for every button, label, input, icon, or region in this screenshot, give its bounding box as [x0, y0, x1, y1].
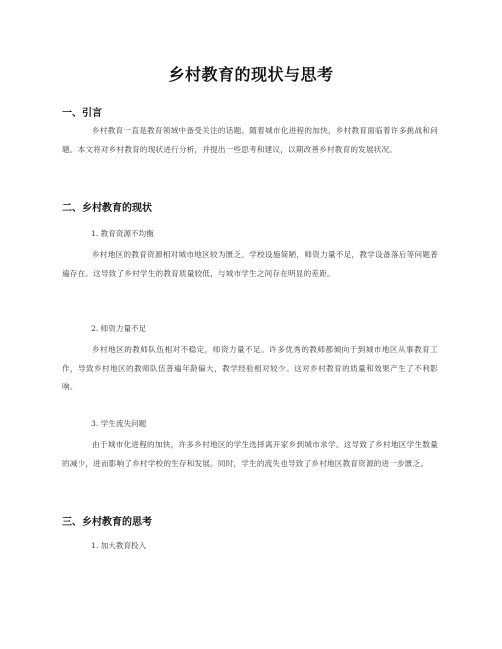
teachers-paragraph: 乡村地区的教师队伍相对不稳定，师资力量不足。许多优秀的教师都倾向于到城市地区从事教育工作，导致乡村地区的教师队伍普遍年龄偏大，教学经验相对较少。这对乡村教育的质量和效果产生了不利影响。 [62, 345, 438, 392]
subheading-investment: 1. 加大教育投入 [91, 541, 147, 550]
section-heading-intro: 一、引言 [62, 108, 102, 119]
subheading-student-loss: 3. 学生流失问题 [91, 419, 147, 428]
student-loss-paragraph: 由于城市化进程的加快，许多乡村地区的学生选择离开家乡到城市求学。这导致了乡村地区学生数量的减少，进而影响了乡村学校的生存和发展。同时，学生的流失也导致了乡村地区教育资源的进一步匮乏。 [62, 440, 438, 468]
subheading-teachers: 2. 师资力量不足 [91, 324, 147, 333]
subheading-resources: 1. 教育资源不均衡 [91, 229, 154, 238]
section-heading-thoughts: 三、乡村教育的思考 [62, 517, 152, 528]
section-heading-status: 二、乡村教育的现状 [62, 203, 152, 214]
resources-paragraph: 乡村地区的教育资源相对城市地区较为匮乏。学校设施简陋，师资力量不足，教学设备落后等问题普遍存在。这导致了乡村学生的教育质量较低，与城市学生之间存在明显的差距。 [62, 250, 438, 278]
document-title: 乡村教育的现状与思考 [168, 65, 334, 84]
intro-paragraph: 乡村教育一直是教育领域中备受关注的话题。随着城市化进程的加快，乡村教育面临着许多挑战和问题。本文将对乡村教育的现状进行分析，并提出一些思考和建议，以期改善乡村教育的发展状况。 [62, 126, 438, 154]
